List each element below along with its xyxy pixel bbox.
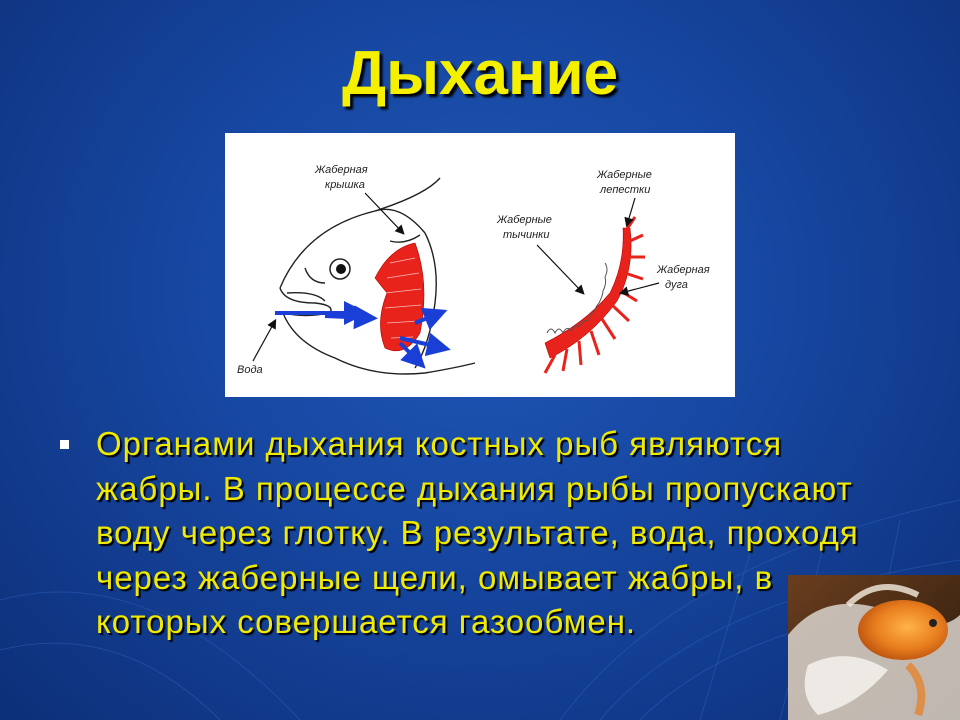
label-rakers-2: тычинки bbox=[503, 229, 550, 241]
bullet-square-icon bbox=[60, 440, 69, 449]
slide-title: Дыхание bbox=[341, 39, 619, 108]
label-filaments-1: Жаберные bbox=[597, 169, 652, 181]
bullet-text: Органами дыхания костных рыб являются жабры. В процессе дыхания рыбы пропускают воду через глотку. В результате, вода, проходя через жаберные щели, омывает жабры, в которых совершается газообмен. bbox=[96, 425, 859, 640]
gill-red bbox=[375, 243, 424, 351]
gill-diagram bbox=[225, 133, 735, 397]
label-gill-cover-2: крышка bbox=[325, 179, 365, 191]
bullet-item bbox=[60, 422, 860, 645]
label-filaments-2: лепестки bbox=[600, 184, 651, 196]
gill-arch bbox=[545, 228, 631, 358]
goldfish-photo bbox=[788, 575, 960, 720]
label-arch-1: Жаберная bbox=[657, 264, 710, 276]
label-arch-2: дуга bbox=[665, 279, 688, 291]
label-water: Вода bbox=[237, 364, 263, 376]
label-gill-cover-1: Жаберная bbox=[315, 164, 368, 176]
label-rakers-1: Жаберные bbox=[497, 214, 552, 226]
